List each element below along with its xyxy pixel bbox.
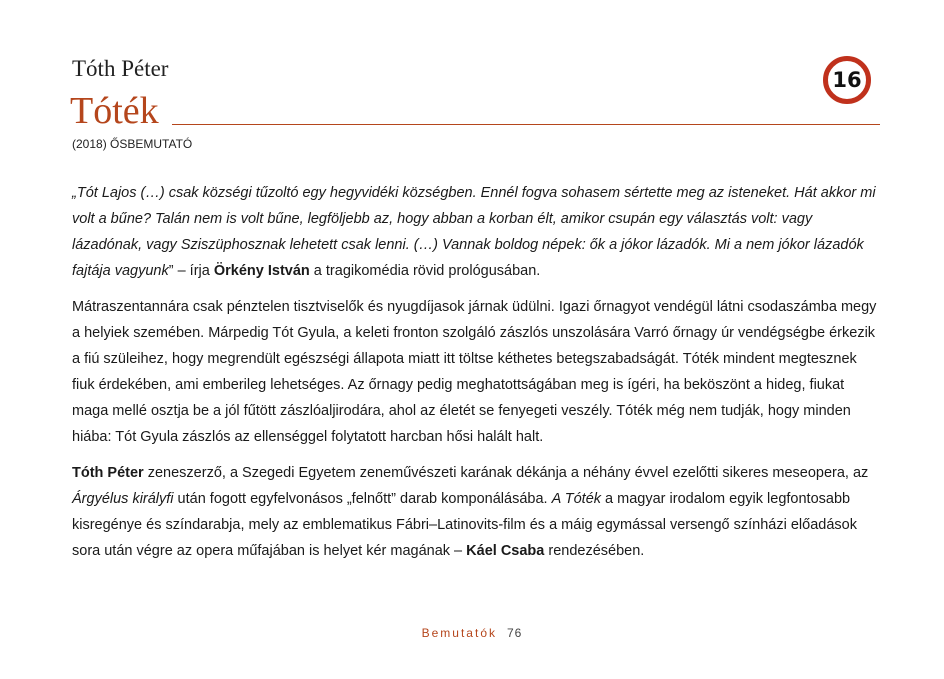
page-number: 76	[507, 626, 523, 640]
composer-text-4: rendezésében.	[544, 543, 645, 559]
composer-bold: Tóth Péter	[72, 465, 144, 481]
composer-name: Tóth Péter	[72, 56, 169, 81]
article-body	[72, 180, 882, 574]
premiere-label: (2018) ŐSBEMUTATÓ	[72, 137, 193, 151]
work-title-2: A Tóték	[551, 491, 602, 507]
paragraph-quote	[72, 180, 882, 284]
paragraph-synopsis: Mátraszentannára csak pénztelen tisztviselők és nyugdíjasok járnak üdülni. Igazi őrnagyot vendégül látni csodaszámba megy a helyiek szemében. Márpedig Tót Gyula, a keleti fronton szolgáló zászlós unszolására Varró őrnagy úr vendégségbe érkezik a fiú szüleihez, hogy megrendült egészségi állapota miatt itt töltse kéthetes betegszabadságát. Tóték mindent megtesznek fiuk érdekében, ami emberileg lehetséges. Az őrnagy pedig meghatottságában meg is ígéri, ha beköszönt a hideg, fiukat maga mellé osztja be a jól fűtött zászlóaljirodára, ahol az életét se fenyegeti veszély. Tóték még nem tudják, hogy minden hiába: Tót Gyula zászlós az ellenséggel folytatott harcban hősi halált halt.	[72, 299, 877, 445]
composer-text-2: után fogott egyfelvonásos „felnőtt” darab komponálásába.	[173, 491, 552, 507]
title-rule	[172, 124, 880, 125]
age-rating-badge: 16	[823, 56, 871, 104]
quote-author: Örkény István	[213, 263, 310, 279]
quote-text: Tót Lajos (…) csak községi tűzoltó egy hegyvidéki községben. Ennél fogva sohasem sértette meg az isteneket. Hát akkor mi volt a bűne? Talán nem is volt bűne, legföljebb az, hogy abban a korban élt, amikor csupán egy választás volt: vagy lázadónak, vagy Sziszüphosznak lehetett csak lenni. (…) Vannak boldog népek: ők a jókor lázadók. Mi a nem jókor lázadók fajtája vagyunk	[72, 185, 876, 279]
quote-tail: a tragikomédia rövid prológusában.	[309, 263, 541, 279]
work-title: Árgyélus királyfi	[72, 491, 174, 507]
paragraph-composer	[72, 460, 882, 564]
footer-section: Bemutatók	[421, 626, 497, 640]
composer-text-1: zeneszerző, a Szegedi Egyetem zeneművészeti karának dékánja a néhány évvel ezelőtti sikeres meseopera, az	[143, 465, 869, 481]
page-title: Tóték	[70, 90, 159, 132]
quote-close: ” – írja	[168, 263, 214, 279]
quote-open: „	[72, 185, 77, 201]
page-footer	[0, 626, 944, 640]
composer-text-3: a magyar irodalom egyik legfontosabb kisregénye és színdarabja, mely az emblematikus Fábri–Latinovits-film és a máig egymással versengő színházi előadások sora után végre az opera műfajában is helyet kér magának –	[72, 491, 857, 559]
director-name: Káel Csaba	[466, 543, 545, 559]
